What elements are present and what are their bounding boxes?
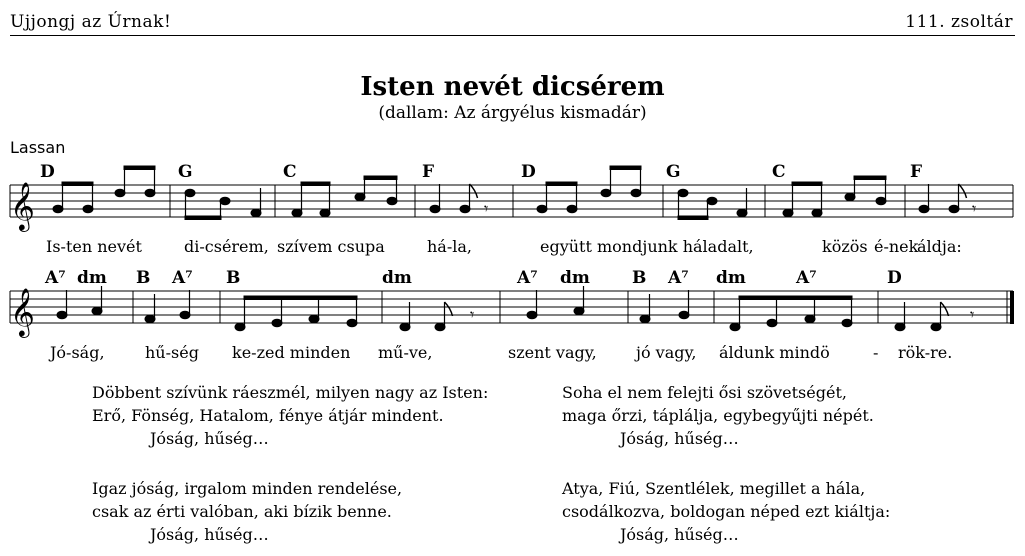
verse-line: maga őrzi, táplálja, egybegyűjti népét. (562, 406, 874, 425)
verse-line: Erő, Fönség, Hatalom, fénye átjár mindent. (92, 406, 444, 425)
page-subtitle: (dallam: Az árgyélus kismadár) (378, 103, 647, 123)
note (435, 323, 445, 331)
verse-line: Igaz jóság, irgalom minden rendelése, (92, 479, 403, 498)
staff-1 (10, 185, 1013, 217)
treble-clef-1: 𝄞 (10, 181, 35, 230)
note (631, 189, 641, 197)
note (292, 209, 302, 217)
note (895, 323, 905, 331)
staff-2 (10, 291, 1013, 323)
chord-symbol: dm (716, 268, 746, 288)
note (460, 205, 470, 213)
lyric-syllable: együtt mondjunk háladalt, (540, 237, 754, 256)
header-right: 111. zsoltár (905, 12, 1013, 32)
eighth-rest: 𝄾 (484, 199, 489, 218)
chord-symbol: F (422, 162, 435, 182)
note (57, 311, 67, 319)
verse-line: Soha el nem felejti ősi szövetségét, (562, 383, 847, 402)
note (180, 311, 190, 319)
verse-refrain: Jóság, hűség… (620, 525, 739, 544)
eighth-rest: 𝄾 (470, 305, 475, 324)
chord-symbol: D (521, 162, 536, 182)
note (320, 209, 330, 217)
note (767, 319, 777, 327)
note (53, 205, 63, 213)
verse-line: Döbbent szívünk ráeszmél, milyen nagy az Isten: (92, 383, 489, 402)
verse-block (92, 477, 402, 546)
verse-line: csak az érti valóban, aki bízik benne. (92, 502, 392, 521)
chord-symbol: D (40, 162, 55, 182)
lyric-syllable: é-nek (874, 237, 919, 256)
note (272, 319, 282, 327)
note (430, 205, 440, 213)
verse-refrain: Jóság, hűség… (620, 429, 739, 448)
header-left: Ujjongj az Úrnak! (10, 12, 172, 32)
verse-line: csodálkozva, boldogan néped ezt kiáltja: (562, 502, 891, 521)
note (400, 323, 410, 331)
lyric-syllable: di-csérem, (184, 237, 269, 256)
chord-symbol: dm (560, 268, 590, 288)
verse-refrain: Jóság, hűség… (150, 429, 269, 448)
note (730, 323, 740, 331)
notes-2 (57, 286, 974, 331)
note (537, 205, 547, 213)
note (309, 315, 319, 323)
lyric-syllable: jó vagy, (636, 343, 697, 362)
lyric-syllable: Jó-ság, (50, 343, 105, 362)
lyric-syllable: - (873, 343, 879, 362)
chord-symbol: F (910, 162, 923, 182)
chord-symbol: A⁷ (796, 268, 817, 288)
lyric-syllable: közös (822, 237, 868, 256)
lyric-syllable: áldja: (917, 237, 962, 256)
lyric-syllable: Is-ten nevét (46, 237, 142, 256)
lyric-syllable: hű-ség (145, 343, 199, 362)
note (949, 205, 959, 213)
eighth-rest: 𝄾 (970, 305, 975, 324)
note (845, 193, 855, 201)
chord-symbol: A⁷ (45, 268, 66, 288)
lyric-syllable: mű-ve, (378, 343, 433, 362)
note (185, 189, 195, 197)
note (679, 311, 689, 319)
note (931, 323, 941, 331)
chord-symbol: A⁷ (517, 268, 538, 288)
chord-symbol: A⁷ (668, 268, 689, 288)
tempo-marking: Lassan (10, 138, 66, 157)
lyric-syllable: áldunk mindö (719, 343, 830, 362)
note (805, 315, 815, 323)
verse-block (92, 381, 488, 450)
note (235, 323, 245, 331)
note (115, 189, 125, 197)
note (812, 209, 822, 217)
note (574, 307, 584, 315)
note (842, 319, 852, 327)
chord-symbol: dm (77, 268, 107, 288)
chord-symbol: D (887, 268, 902, 288)
note (640, 315, 650, 323)
note (355, 193, 365, 201)
verse-block (562, 381, 874, 450)
note (83, 205, 93, 213)
verse-block (562, 477, 890, 546)
note (707, 197, 717, 205)
chord-symbol: C (772, 162, 786, 182)
chord-symbol: B (136, 268, 151, 288)
note (737, 209, 747, 217)
note (678, 189, 688, 197)
chord-symbol: B (226, 268, 241, 288)
note (145, 189, 155, 197)
note (783, 209, 793, 217)
chord-symbol: B (632, 268, 647, 288)
note (220, 197, 230, 205)
lyric-syllable: há-la, (427, 237, 472, 256)
verse-line: Atya, Fiú, Szentlélek, megillet a hála, (562, 479, 866, 498)
note (145, 315, 155, 323)
chord-symbol: dm (382, 268, 412, 288)
note (601, 189, 611, 197)
note (347, 319, 357, 327)
chord-symbol: G (178, 162, 193, 182)
note (92, 307, 102, 315)
note (387, 197, 397, 205)
note (527, 311, 537, 319)
treble-clef-2: 𝄞 (10, 287, 35, 336)
note (876, 197, 886, 205)
final-barline (1010, 291, 1014, 324)
note (567, 205, 577, 213)
chord-symbol: A⁷ (172, 268, 193, 288)
page-title: Isten nevét dicsérem (360, 72, 665, 102)
lyric-syllable: rök-re. (898, 343, 953, 362)
lyric-syllable: szívem csupa (277, 237, 385, 256)
note (251, 209, 261, 217)
note (919, 205, 929, 213)
chord-symbol: C (283, 162, 297, 182)
verse-refrain: Jóság, hűség… (150, 525, 269, 544)
chord-symbol: G (666, 162, 681, 182)
lyric-syllable: ke-zed minden (232, 343, 351, 362)
eighth-rest: 𝄾 (972, 199, 977, 218)
lyric-syllable: szent vagy, (508, 343, 597, 362)
